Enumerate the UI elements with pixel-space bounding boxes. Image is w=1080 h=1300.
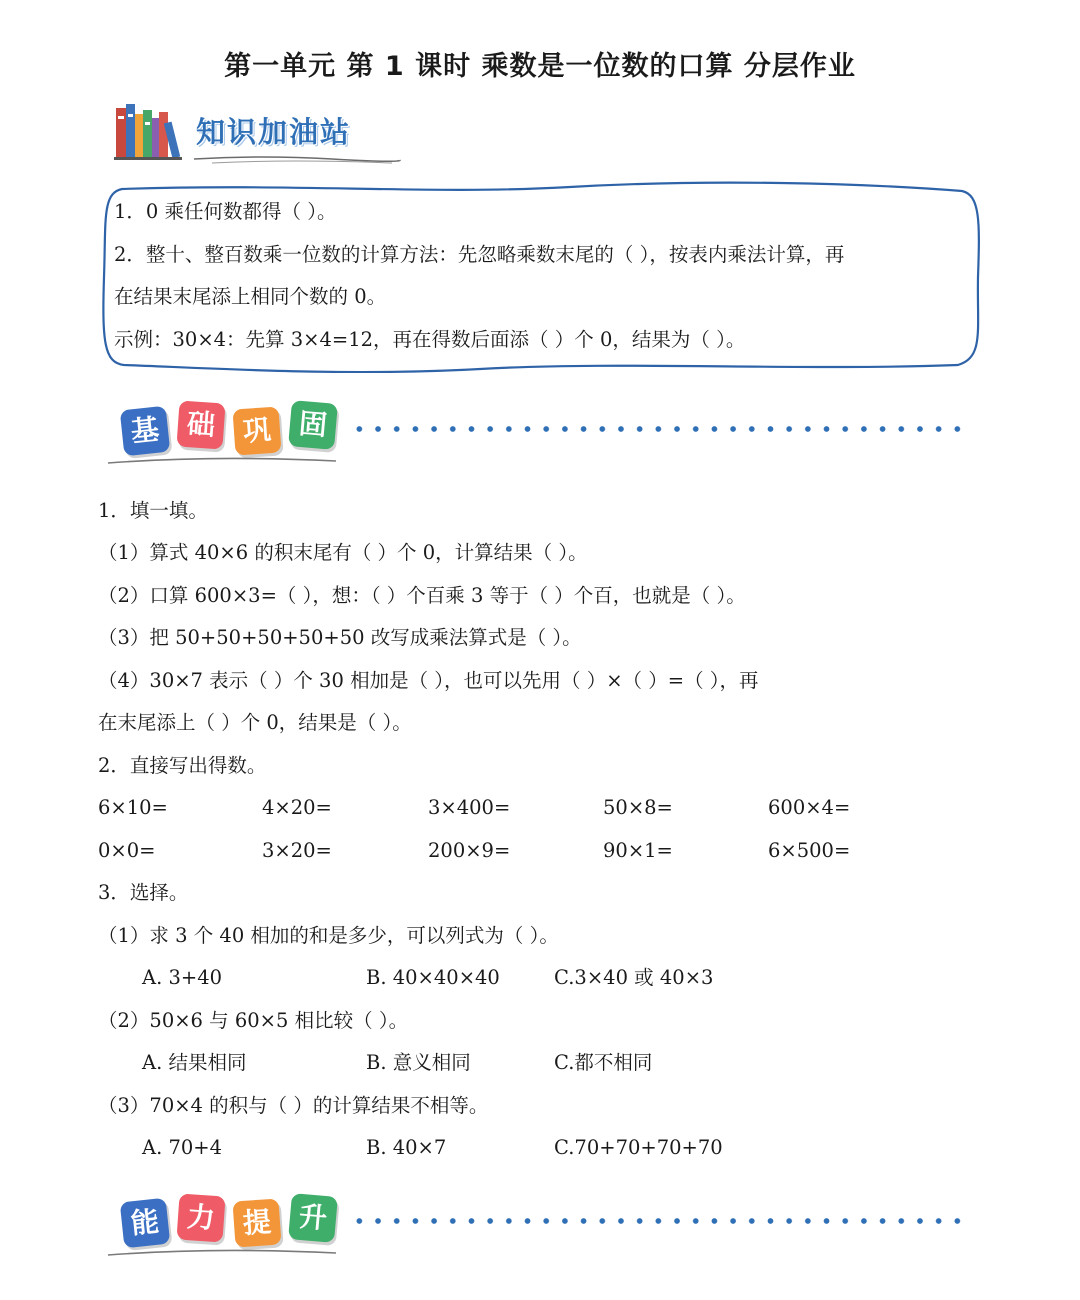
option-b[interactable]: B. 40×7 [366,1136,447,1159]
q3-sub2-stem: （2）50×6 与 60×5 相比较（ ）。 [98,1009,409,1032]
books-icon [114,100,184,160]
section2-tile-3: 提 [232,1198,281,1247]
section1-tile-2: 础 [176,400,225,449]
q1-item-3: （3）把 50+50+50+50+50 改写成乘法算式是（ ）。 [98,626,582,649]
calc-item: 90×1= [603,839,673,862]
q1-item-4-cont: 在末尾添上（ ）个 0，结果是（ ）。 [98,711,412,734]
q1-item-4: （4）30×7 表示（ ）个 30 相加是（ ），也可以先用（ ）×（ ）=（ ），再 [98,669,759,692]
option-b[interactable]: B. 意义相同 [366,1051,471,1074]
knowledge-line-4: 示例：30×4：先算 3×4=12，再在得数后面添（ ）个 0，结果为（ ）。 [114,328,746,351]
section1-swoosh [104,452,340,466]
section2-tile-2: 力 [176,1193,225,1242]
knowledge-line-3: 在结果末尾添上相同个数的 0。 [114,285,387,308]
page-title: 第一单元 第 1 课时 乘数是一位数的口算 分层作业 [224,51,856,82]
q1-heading: 1．填一填。 [98,499,208,522]
option-a[interactable]: A. 结果相同 [142,1051,247,1074]
option-b[interactable]: B. 40×40×40 [366,966,500,989]
option-a[interactable]: A. 3+40 [142,966,223,989]
calc-item: 50×8= [603,796,673,819]
option-c[interactable]: C.3×40 或 40×3 [554,966,714,989]
q3-heading: 3．选择。 [98,881,189,904]
section2-tile-4: 升 [288,1193,338,1243]
section2-swoosh [104,1244,340,1258]
q3-sub3-stem: （3）70×4 的积与（ ）的计算结果不相等。 [98,1094,489,1117]
option-a[interactable]: A. 70+4 [142,1136,223,1159]
calc-item: 4×20= [262,796,332,819]
calc-item: 3×400= [428,796,511,819]
option-c[interactable]: C.都不相同 [554,1051,653,1074]
section2-tile-1: 能 [120,1198,171,1249]
header-underline [192,150,402,162]
q3-sub1-stem: （1）求 3 个 40 相加的和是多少，可以列式为（ ）。 [98,924,559,947]
calc-item: 6×10= [98,796,168,819]
calc-item: 0×0= [98,839,156,862]
q1-item-1: （1）算式 40×6 的积末尾有（ ）个 0，计算结果（ ）。 [98,541,588,564]
q1-item-2: （2）口算 600×3=（ ），想：（ ）个百乘 3 等于（ ）个百，也就是（ ）。 [98,584,746,607]
section1-tile-1: 基 [120,406,171,457]
q2-heading: 2．直接写出得数。 [98,754,267,777]
section1-tile-4: 固 [288,400,338,450]
knowledge-line-2: 2．整十、整百数乘一位数的计算方法：先忽略乘数末尾的（ ），按表内乘法计算，再 [114,243,845,266]
calc-item: 3×20= [262,839,332,862]
section1-dotted-line [350,426,966,432]
section1-tile-3: 巩 [232,406,281,455]
calc-item: 600×4= [768,796,851,819]
knowledge-line-1: 1．0 乘任何数都得（ ）。 [114,200,337,223]
option-c[interactable]: C.70+70+70+70 [554,1136,723,1159]
calc-item: 6×500= [768,839,851,862]
knowledge-header: 知识加油站 [196,115,352,149]
section2-dotted-line [350,1218,966,1224]
calc-item: 200×9= [428,839,511,862]
